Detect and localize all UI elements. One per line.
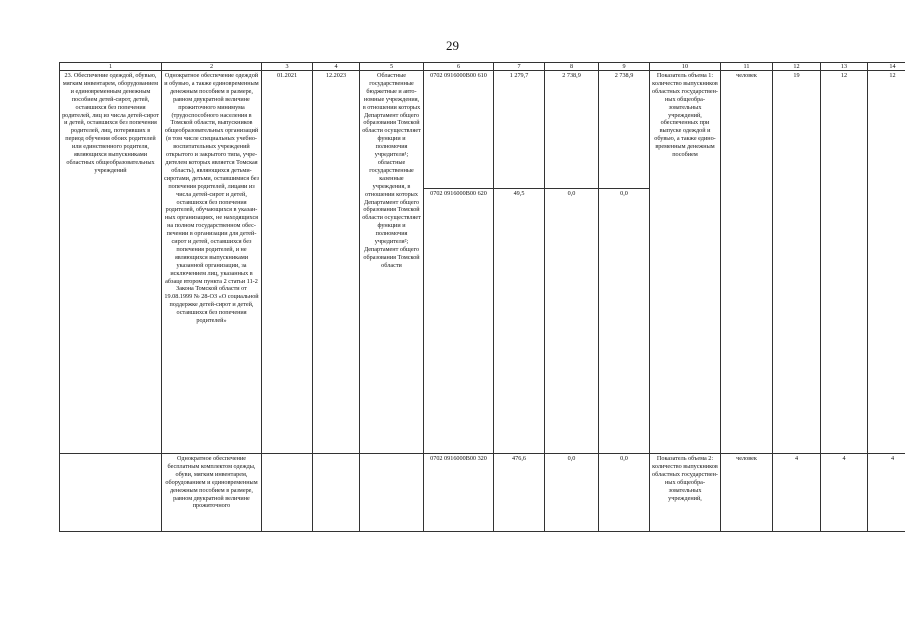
unit-cell: человек xyxy=(721,71,773,454)
header-cell: 11 xyxy=(721,63,773,71)
header-cell: 7 xyxy=(494,63,545,71)
header-cell: 14 xyxy=(868,63,905,71)
page-number: 29 xyxy=(446,38,459,53)
measure-description-cell: Однократное обеспечение бесплатным комплектом одежды, обуви, мягким инвентарем, оборудованием и единовременным денежным пособием в размере, равном двукратной величине прожиточного xyxy=(162,454,262,532)
executor-cell: Областные государственные бюджетные и автономные учреждения, в отношении которых Департамент общего образования Томской области осуществляет функции и полномочия учредителя¹; областные государственные казенные учреждения, в отношении которых Департамент общего образования Томской области осуществляет функции и полномочия учредителя²; Департамент общего образования Томской области xyxy=(360,71,424,454)
unit-cell: человек xyxy=(721,454,773,532)
end-date-cell: 12.2023 xyxy=(313,71,360,454)
amount-cell: 0,0 xyxy=(545,454,599,532)
amount-cell: 0,0 xyxy=(599,454,650,532)
table-row xyxy=(60,71,905,189)
start-date-cell: 01.2021 xyxy=(262,71,313,454)
header-cell: 5 xyxy=(360,63,424,71)
header-cell: 8 xyxy=(545,63,599,71)
measure-description-cell: Однократное обеспечение одеждой и обувью, а также единовременным денежным пособием в размере, равном двукратной величине прожиточного минимума (трудоспособного населения в Томской области, выпускников общеобразовательных организаций (в том числе специальных учебно-воспитательных учреждений открытого и закрытого типа, учредителем которых является Томская область), являющихся детьми-сиротами, детьми, оставшимися без попечения родителей, лицами из числа детей-сирот и детей, оставшихся без попечения родителей, обучающихся в указанных организациях, не находящихся на полном государственном обеспечении в организации для детей-сирот и детей, оставшихся без попечения родителей, и не являющихся выпускниками указанной организации, за исключением лиц, указанных в абзаце втором пункта 2 статьи 11-2 Закона Томской области от 19.08.1999 № 28-ОЗ «О социальной поддержке детей-сирот и детей, оставшихся без попечения родителей» xyxy=(162,71,262,454)
budget-code-cell: 0702 0916000В00 320 xyxy=(424,454,494,532)
budget-code-cell: 0702 0916000В00 620 xyxy=(424,189,494,454)
end-date-cell xyxy=(313,454,360,532)
value-cell: 4 xyxy=(868,454,905,532)
program-table xyxy=(59,62,905,532)
start-date-cell xyxy=(262,454,313,532)
header-cell: 10 xyxy=(650,63,721,71)
indicator-cell: Показатель объема 2: количество выпускников областных государственных общеобразовательных учреждений, xyxy=(650,454,721,532)
amount-cell: 2 738,9 xyxy=(545,71,599,189)
amount-cell: 2 738,9 xyxy=(599,71,650,189)
header-cell: 1 xyxy=(60,63,162,71)
header-cell: 4 xyxy=(313,63,360,71)
amount-cell: 49,5 xyxy=(494,189,545,454)
value-cell: 4 xyxy=(773,454,821,532)
value-cell: 19 xyxy=(773,71,821,454)
amount-cell: 1 279,7 xyxy=(494,71,545,189)
table-row xyxy=(60,454,905,532)
value-cell: 12 xyxy=(821,71,868,454)
header-cell: 9 xyxy=(599,63,650,71)
executor-cell xyxy=(360,454,424,532)
value-cell: 4 xyxy=(821,454,868,532)
indicator-cell: Показатель объема 1: количество выпускников областных государственных общеобразовательных учреждений, обеспеченных при выпуске одеждой и обувью, а также единовременным денежным пособием xyxy=(650,71,721,454)
header-cell: 13 xyxy=(821,63,868,71)
header-row xyxy=(60,63,905,71)
task-name-cell xyxy=(60,454,162,532)
header-cell: 3 xyxy=(262,63,313,71)
budget-code-cell: 0702 0916000В00 610 xyxy=(424,71,494,189)
value-cell: 12 xyxy=(868,71,905,454)
task-name-cell: 23. Обеспечение одеждой, обувью, мягким инвентарем, оборудованием и единовременным денежным пособием детей-сирот, детей, оставшихся без попечения родителей, лиц из числа детей-сирот и детей, оставшихся без попечения родителей, лиц, потерявших в период обучения обоих родителей или единственного родителя, являющихся выпускниками областных общеобразовательных учреждений xyxy=(60,71,162,454)
amount-cell: 0,0 xyxy=(545,189,599,454)
amount-cell: 0,0 xyxy=(599,189,650,454)
header-cell: 12 xyxy=(773,63,821,71)
header-cell: 6 xyxy=(424,63,494,71)
amount-cell: 476,6 xyxy=(494,454,545,532)
header-cell: 2 xyxy=(162,63,262,71)
